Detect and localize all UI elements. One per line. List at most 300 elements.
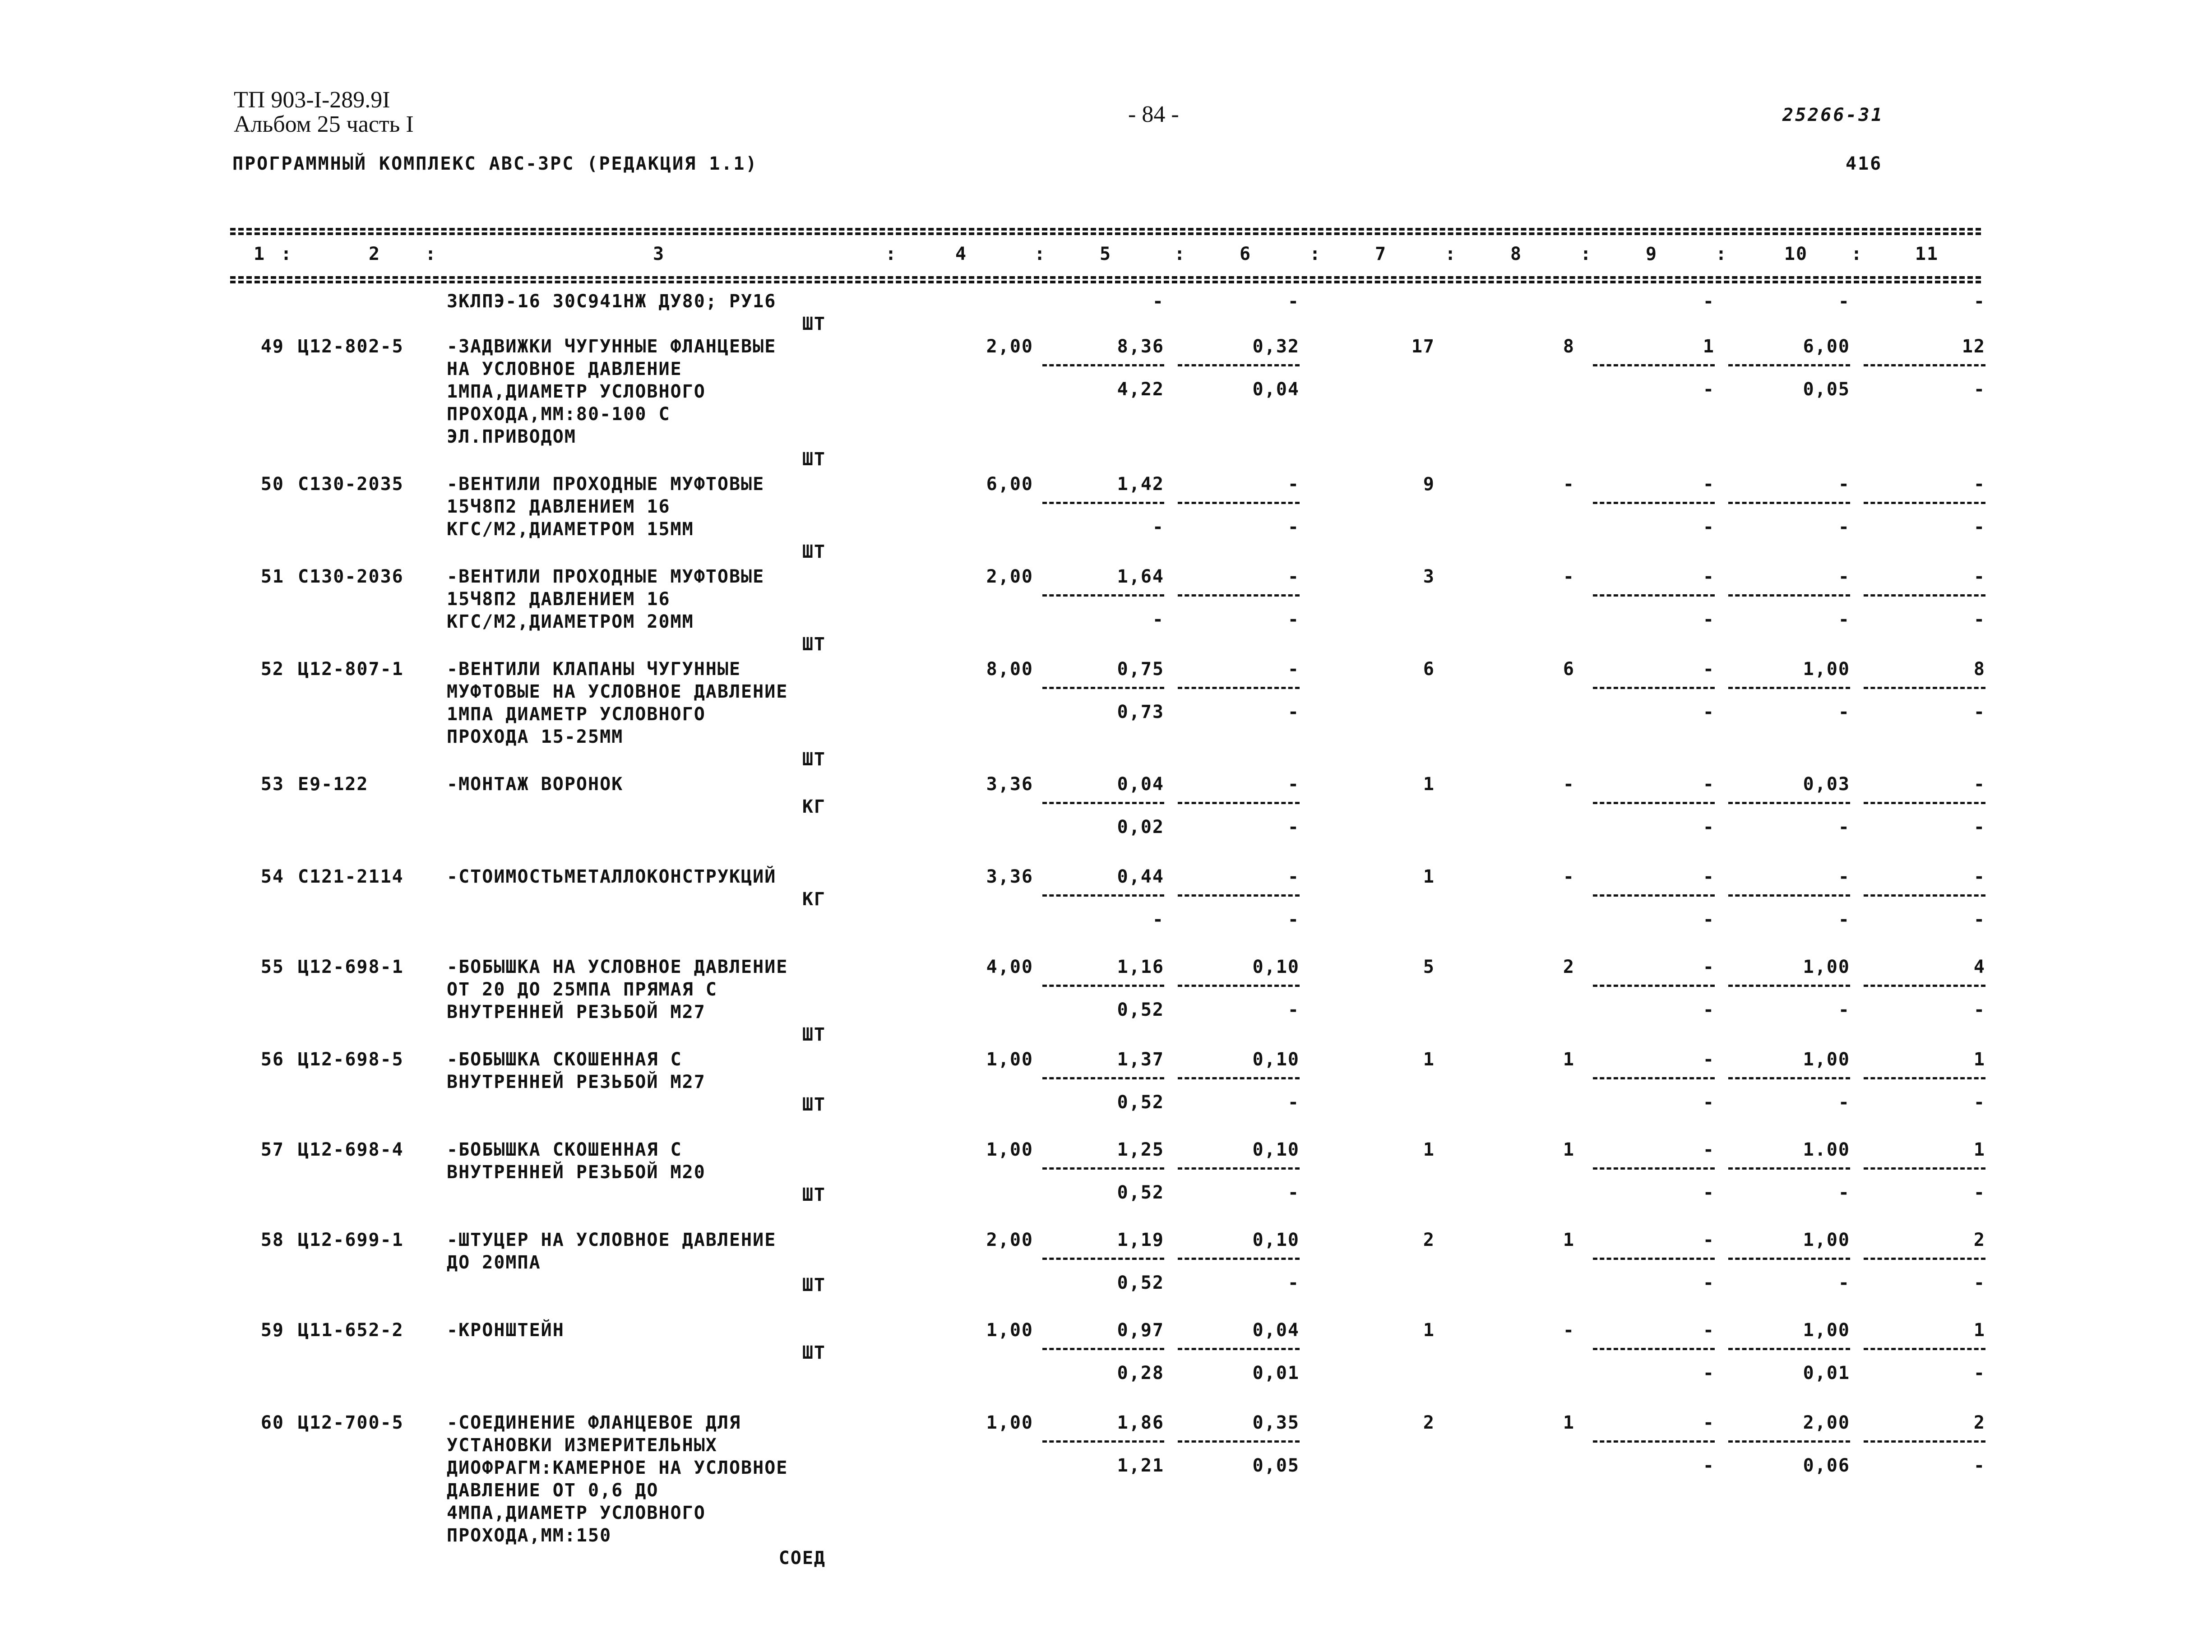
row-c5-divider bbox=[1042, 985, 1164, 987]
column-separator: : bbox=[280, 244, 293, 264]
row-c8: - bbox=[1563, 774, 1575, 795]
row-c11-divider bbox=[1864, 894, 1985, 897]
row-c5b: 0,52 bbox=[1117, 1092, 1164, 1113]
row-c9: - bbox=[1703, 774, 1715, 795]
row-description-line: УСТАНОВКИ ИЗМЕРИТЕЛЬНЫХ bbox=[447, 1435, 717, 1456]
row-c4: 3,36 bbox=[986, 866, 1033, 887]
row-c6-divider bbox=[1178, 364, 1300, 366]
row-c10-divider bbox=[1728, 894, 1850, 897]
row-c9: - bbox=[1703, 1049, 1715, 1070]
row-c9: - bbox=[1703, 957, 1715, 977]
column-separator: : bbox=[1851, 244, 1863, 264]
table-rule-top-2 bbox=[230, 232, 1981, 235]
row-c5: 1,37 bbox=[1117, 1049, 1164, 1070]
column-header-6: 6 bbox=[1239, 244, 1252, 264]
row-c10-divider bbox=[1728, 1167, 1850, 1170]
row-c5b: - bbox=[1152, 609, 1164, 630]
row-description-line: -МОНТАЖ ВОРОНОК bbox=[447, 774, 624, 795]
row-unit: ШТ bbox=[802, 1094, 826, 1115]
row-c5-divider bbox=[1042, 594, 1164, 597]
row-c5: 1,25 bbox=[1117, 1139, 1164, 1160]
row-c5: 0,04 bbox=[1117, 774, 1164, 795]
row-unit: ШТ bbox=[802, 1275, 826, 1296]
row-c8: - bbox=[1563, 566, 1575, 587]
program-title: ПРОГРАММНЫЙ КОМПЛЕКС АВС-3РС (РЕДАКЦИЯ 1.1) bbox=[232, 153, 758, 174]
row-c7: 1 bbox=[1423, 774, 1435, 795]
document-number: 25266-31 bbox=[1782, 105, 1884, 125]
row-c5b: 0,52 bbox=[1117, 1000, 1164, 1020]
row-description-line: ВНУТРЕННЕЙ РЕЗЬБОЙ М20 bbox=[447, 1162, 706, 1183]
row-c11b: - bbox=[1973, 1455, 1985, 1476]
row-c9b: - bbox=[1703, 1000, 1715, 1020]
row-c10: 0,03 bbox=[1803, 774, 1850, 795]
row-c11-divider bbox=[1864, 1440, 1985, 1443]
row-c10b: 0,05 bbox=[1803, 379, 1850, 400]
column-header-10: 10 bbox=[1784, 244, 1808, 264]
carry-c6: - bbox=[1287, 291, 1300, 312]
row-c6: 0,10 bbox=[1252, 957, 1300, 977]
row-unit: КГ bbox=[802, 889, 826, 910]
row-description-line: -БОБЫШКА СКОШЕННАЯ С bbox=[447, 1049, 682, 1070]
row-c9: - bbox=[1703, 1412, 1715, 1433]
row-c8: 1 bbox=[1563, 1049, 1575, 1070]
row-c6b: - bbox=[1287, 517, 1300, 537]
row-c5: 1,86 bbox=[1117, 1412, 1164, 1433]
row-c4: 2,00 bbox=[986, 566, 1033, 587]
row-c11b: - bbox=[1973, 517, 1985, 537]
row-c11-divider bbox=[1864, 1077, 1985, 1079]
row-unit: КГ bbox=[802, 796, 826, 817]
row-description-line: ПРОХОДА 15-25ММ bbox=[447, 727, 624, 747]
row-c11: - bbox=[1973, 774, 1985, 795]
row-c6b: - bbox=[1287, 1000, 1300, 1020]
row-c9: 1 bbox=[1703, 336, 1715, 357]
column-header-1: 1 bbox=[253, 244, 266, 264]
row-c10: 1,00 bbox=[1803, 1320, 1850, 1341]
row-number: 58 bbox=[260, 1230, 284, 1250]
row-c10: 1,00 bbox=[1803, 1230, 1850, 1250]
row-unit: ШТ bbox=[802, 1024, 826, 1045]
project-code: ТП 903-I-289.9I bbox=[234, 87, 390, 113]
row-description-line: 15Ч8П2 ДАВЛЕНИЕМ 16 bbox=[447, 496, 671, 517]
row-c10: 1.00 bbox=[1803, 1139, 1850, 1160]
row-c6b: - bbox=[1287, 1182, 1300, 1203]
row-c5: 0,97 bbox=[1117, 1320, 1164, 1341]
row-c10: - bbox=[1838, 474, 1850, 495]
row-c10b: 0,06 bbox=[1803, 1455, 1850, 1476]
row-code: С121-2114 bbox=[298, 866, 404, 887]
row-c10-divider bbox=[1728, 1348, 1850, 1350]
column-header-8: 8 bbox=[1510, 244, 1522, 264]
row-c10b: - bbox=[1838, 1092, 1850, 1113]
row-c11b: - bbox=[1973, 1000, 1985, 1020]
row-c10b: 0,01 bbox=[1803, 1363, 1850, 1384]
row-c9-divider bbox=[1593, 1258, 1715, 1260]
row-c11: 12 bbox=[1962, 336, 1985, 357]
row-c5b: 1,21 bbox=[1117, 1455, 1164, 1476]
row-c11-divider bbox=[1864, 594, 1985, 597]
column-separator: : bbox=[1444, 244, 1457, 264]
row-c11-divider bbox=[1864, 802, 1985, 804]
row-c7: 1 bbox=[1423, 1049, 1435, 1070]
row-c5: 0,75 bbox=[1117, 659, 1164, 680]
column-separator: : bbox=[425, 244, 437, 264]
row-description-line: -ЗАДВИЖКИ ЧУГУННЫЕ ФЛАНЦЕВЫЕ bbox=[447, 336, 777, 357]
row-number: 49 bbox=[260, 336, 284, 357]
column-separator: : bbox=[885, 244, 898, 264]
row-c10b: - bbox=[1838, 1273, 1850, 1293]
row-c9b: - bbox=[1703, 702, 1715, 722]
row-description-line: ДИОФРАГМ:КАМЕРНОЕ НА УСЛОВНОЕ bbox=[447, 1458, 788, 1478]
row-code: С130-2036 bbox=[298, 566, 404, 587]
row-description-line: -СОЕДИНЕНИЕ ФЛАНЦЕВОЕ ДЛЯ bbox=[447, 1412, 741, 1433]
row-c9b: - bbox=[1703, 379, 1715, 400]
album-title: Альбом 25 часть I bbox=[234, 111, 414, 137]
row-code: Ц12-699-1 bbox=[298, 1230, 404, 1250]
row-number: 53 bbox=[260, 774, 284, 795]
row-c10-divider bbox=[1728, 364, 1850, 366]
row-c10: - bbox=[1838, 566, 1850, 587]
row-c10b: - bbox=[1838, 817, 1850, 838]
row-c10: 6,00 bbox=[1803, 336, 1850, 357]
row-c10-divider bbox=[1728, 1258, 1850, 1260]
row-c4: 1,00 bbox=[986, 1320, 1033, 1341]
row-number: 60 bbox=[260, 1412, 284, 1433]
row-c4: 4,00 bbox=[986, 957, 1033, 977]
row-c4: 6,00 bbox=[986, 474, 1033, 495]
row-c11b: - bbox=[1973, 1363, 1985, 1384]
row-description-line: -СТОИМОСТЬМЕТАЛЛОКОНСТРУКЦИЙ bbox=[447, 866, 777, 887]
row-c11b: - bbox=[1973, 817, 1985, 838]
row-c9: - bbox=[1703, 1320, 1715, 1341]
row-description-line: -КРОНШТЕЙН bbox=[447, 1320, 565, 1341]
row-code: Ц12-802-5 bbox=[298, 336, 404, 357]
row-c9b: - bbox=[1703, 1273, 1715, 1293]
row-c6: - bbox=[1287, 659, 1300, 680]
row-c9: - bbox=[1703, 659, 1715, 680]
row-c9: - bbox=[1703, 1139, 1715, 1160]
row-description-line: НА УСЛОВНОЕ ДАВЛЕНИЕ bbox=[447, 359, 682, 379]
row-c5-divider bbox=[1042, 502, 1164, 504]
row-code: Е9-122 bbox=[298, 774, 369, 795]
row-c10-divider bbox=[1728, 1077, 1850, 1079]
row-c6b: - bbox=[1287, 1092, 1300, 1113]
row-c9-divider bbox=[1593, 802, 1715, 804]
carry-c11: - bbox=[1973, 291, 1985, 312]
row-c11-divider bbox=[1864, 1167, 1985, 1170]
row-c5b: 0,28 bbox=[1117, 1363, 1164, 1384]
row-c10-divider bbox=[1728, 594, 1850, 597]
row-c10b: - bbox=[1838, 517, 1850, 537]
row-c10-divider bbox=[1728, 1440, 1850, 1443]
row-code: Ц12-698-4 bbox=[298, 1139, 404, 1160]
row-c11: 8 bbox=[1973, 659, 1985, 680]
row-c8: 1 bbox=[1563, 1230, 1575, 1250]
row-c9b: - bbox=[1703, 909, 1715, 930]
row-c8: 1 bbox=[1563, 1139, 1575, 1160]
row-c6: 0,32 bbox=[1252, 336, 1300, 357]
row-c5: 1,64 bbox=[1117, 566, 1164, 587]
row-c6b: - bbox=[1287, 1273, 1300, 1293]
row-c9b: - bbox=[1703, 609, 1715, 630]
carry-c10: - bbox=[1838, 291, 1850, 312]
row-c9b: - bbox=[1703, 1182, 1715, 1203]
row-description-line: 1МПА ДИАМЕТР УСЛОВНОГО bbox=[447, 704, 706, 725]
row-description-line: ОТ 20 ДО 25МПА ПРЯМАЯ С bbox=[447, 979, 717, 1000]
row-c10-divider bbox=[1728, 985, 1850, 987]
table-rule-header-bottom-2 bbox=[230, 281, 1981, 283]
row-number: 56 bbox=[260, 1049, 284, 1070]
row-c6-divider bbox=[1178, 1440, 1300, 1443]
column-header-7: 7 bbox=[1374, 244, 1387, 264]
row-code: Ц12-700-5 bbox=[298, 1412, 404, 1433]
row-description-line: ДО 20МПА bbox=[447, 1252, 541, 1273]
row-number: 54 bbox=[260, 866, 284, 887]
row-c11: - bbox=[1973, 866, 1985, 887]
row-c11-divider bbox=[1864, 985, 1985, 987]
row-c9: - bbox=[1703, 866, 1715, 887]
row-c11-divider bbox=[1864, 502, 1985, 504]
row-c7: 6 bbox=[1423, 659, 1435, 680]
row-c9b: - bbox=[1703, 1363, 1715, 1384]
row-c5b: - bbox=[1152, 909, 1164, 930]
row-description-line: МУФТОВЫЕ НА УСЛОВНОЕ ДАВЛЕНИЕ bbox=[447, 681, 788, 702]
carry-c9: - bbox=[1703, 291, 1715, 312]
row-c4: 2,00 bbox=[986, 1230, 1033, 1250]
row-c7: 17 bbox=[1411, 336, 1435, 357]
row-c8: 2 bbox=[1563, 957, 1575, 977]
row-c7: 9 bbox=[1423, 474, 1435, 495]
row-c5b: - bbox=[1152, 517, 1164, 537]
column-separator: : bbox=[1580, 244, 1592, 264]
row-c6: - bbox=[1287, 866, 1300, 887]
row-c6-divider bbox=[1178, 985, 1300, 987]
row-c5-divider bbox=[1042, 687, 1164, 689]
page-number: - 84 - bbox=[1128, 102, 1179, 127]
row-description-line: КГС/М2,ДИАМЕТРОМ 20ММ bbox=[447, 611, 694, 632]
row-unit: ШТ bbox=[802, 1342, 826, 1363]
column-separator: : bbox=[1309, 244, 1322, 264]
row-c7: 2 bbox=[1423, 1412, 1435, 1433]
row-c9-divider bbox=[1593, 1167, 1715, 1170]
row-number: 55 bbox=[260, 957, 284, 977]
column-separator: : bbox=[1715, 244, 1728, 264]
row-c4: 1,00 bbox=[986, 1412, 1033, 1433]
row-c7: 2 bbox=[1423, 1230, 1435, 1250]
column-header-2: 2 bbox=[368, 244, 381, 264]
table-rule-top bbox=[230, 228, 1981, 231]
row-c6-divider bbox=[1178, 802, 1300, 804]
row-c6-divider bbox=[1178, 502, 1300, 504]
row-c11b: - bbox=[1973, 1273, 1985, 1293]
row-c6b: - bbox=[1287, 702, 1300, 722]
row-c5-divider bbox=[1042, 1167, 1164, 1170]
row-c11: 1 bbox=[1973, 1049, 1985, 1070]
row-c10: 1,00 bbox=[1803, 1049, 1850, 1070]
row-description-line: 15Ч8П2 ДАВЛЕНИЕМ 16 bbox=[447, 589, 671, 610]
carry-description: 3КЛПЭ-16 30С941НЖ ДУ80; РУ16 bbox=[447, 291, 777, 312]
row-c10b: - bbox=[1838, 909, 1850, 930]
row-c10-divider bbox=[1728, 687, 1850, 689]
row-c4: 1,00 bbox=[986, 1049, 1033, 1070]
column-separator: : bbox=[1034, 244, 1046, 264]
row-description-line: -БОБЫШКА СКОШЕННАЯ С bbox=[447, 1139, 682, 1160]
row-c4: 1,00 bbox=[986, 1139, 1033, 1160]
row-c6-divider bbox=[1178, 1348, 1300, 1350]
row-c7: 3 bbox=[1423, 566, 1435, 587]
row-c5: 1,16 bbox=[1117, 957, 1164, 977]
row-c6: - bbox=[1287, 566, 1300, 587]
row-c8: 1 bbox=[1563, 1412, 1575, 1433]
row-c10: 1,00 bbox=[1803, 659, 1850, 680]
row-c5-divider bbox=[1042, 1440, 1164, 1443]
row-c11b: - bbox=[1973, 909, 1985, 930]
row-code: Ц12-698-5 bbox=[298, 1049, 404, 1070]
row-unit: ШТ bbox=[802, 749, 826, 770]
row-c8: 8 bbox=[1563, 336, 1575, 357]
row-c11: 2 bbox=[1973, 1412, 1985, 1433]
row-description-line: ПРОХОДА,ММ:80-100 С bbox=[447, 404, 671, 425]
row-c10: 2,00 bbox=[1803, 1412, 1850, 1433]
row-number: 51 bbox=[260, 566, 284, 587]
row-unit: ШТ bbox=[802, 449, 826, 470]
row-c9b: - bbox=[1703, 1455, 1715, 1476]
row-c11-divider bbox=[1864, 1258, 1985, 1260]
column-header-3: 3 bbox=[652, 244, 665, 264]
row-c5b: 0,52 bbox=[1117, 1273, 1164, 1293]
row-c10b: - bbox=[1838, 1000, 1850, 1020]
row-c8: - bbox=[1563, 866, 1575, 887]
row-description-line: 4МПА,ДИАМЕТР УСЛОВНОГО bbox=[447, 1503, 706, 1523]
row-c6b: - bbox=[1287, 817, 1300, 838]
table-rule-header-bottom bbox=[230, 276, 1981, 279]
row-description-line: -ВЕНТИЛИ ПРОХОДНЫЕ МУФТОВЫЕ bbox=[447, 566, 765, 587]
column-header-9: 9 bbox=[1645, 244, 1658, 264]
row-c9-divider bbox=[1593, 502, 1715, 504]
row-c10-divider bbox=[1728, 802, 1850, 804]
row-c9-divider bbox=[1593, 687, 1715, 689]
row-c11b: - bbox=[1973, 609, 1985, 630]
row-c11b: - bbox=[1973, 702, 1985, 722]
row-c9b: - bbox=[1703, 1092, 1715, 1113]
column-header-5: 5 bbox=[1099, 244, 1112, 264]
row-c9: - bbox=[1703, 1230, 1715, 1250]
row-c11: - bbox=[1973, 566, 1985, 587]
row-description-line: -ВЕНТИЛИ ПРОХОДНЫЕ МУФТОВЫЕ bbox=[447, 474, 765, 495]
row-description-line: -ВЕНТИЛИ КЛАПАНЫ ЧУГУННЫЕ bbox=[447, 659, 741, 680]
row-c4: 3,36 bbox=[986, 774, 1033, 795]
row-c11-divider bbox=[1864, 687, 1985, 689]
row-c6-divider bbox=[1178, 687, 1300, 689]
row-c5-divider bbox=[1042, 802, 1164, 804]
carry-unit: ШТ bbox=[802, 314, 826, 334]
row-code: Ц11-652-2 bbox=[298, 1320, 404, 1341]
row-c5b: 0,73 bbox=[1117, 702, 1164, 722]
row-c8: - bbox=[1563, 1320, 1575, 1341]
row-unit: СОЕД bbox=[778, 1548, 826, 1569]
row-c4: 2,00 bbox=[986, 336, 1033, 357]
row-c11: 2 bbox=[1973, 1230, 1985, 1250]
row-c7: 1 bbox=[1423, 1320, 1435, 1341]
row-description-line: ВНУТРЕННЕЙ РЕЗЬБОЙ М27 bbox=[447, 1072, 706, 1092]
carry-c5: - bbox=[1152, 291, 1164, 312]
row-c5b: 4,22 bbox=[1117, 379, 1164, 400]
row-c6b: - bbox=[1287, 609, 1300, 630]
row-c6: - bbox=[1287, 774, 1300, 795]
row-c7: 1 bbox=[1423, 1139, 1435, 1160]
row-description-line: ДАВЛЕНИЕ ОТ 0,6 ДО bbox=[447, 1480, 659, 1501]
row-c9-divider bbox=[1593, 894, 1715, 897]
row-c6: 0,35 bbox=[1252, 1412, 1300, 1433]
row-c6b: 0,05 bbox=[1252, 1455, 1300, 1476]
row-c8: 6 bbox=[1563, 659, 1575, 680]
row-c5-divider bbox=[1042, 1258, 1164, 1260]
row-c7: 1 bbox=[1423, 866, 1435, 887]
row-c5-divider bbox=[1042, 1348, 1164, 1350]
row-c5b: 0,02 bbox=[1117, 817, 1164, 838]
row-description-line: -БОБЫШКА НА УСЛОВНОЕ ДАВЛЕНИЕ bbox=[447, 957, 788, 977]
row-c9-divider bbox=[1593, 594, 1715, 597]
row-c10-divider bbox=[1728, 502, 1850, 504]
row-c9b: - bbox=[1703, 517, 1715, 537]
row-c11-divider bbox=[1864, 364, 1985, 366]
row-c5: 1,19 bbox=[1117, 1230, 1164, 1250]
row-c6-divider bbox=[1178, 1077, 1300, 1079]
row-c5: 0,44 bbox=[1117, 866, 1164, 887]
row-c11: 1 bbox=[1973, 1320, 1985, 1341]
row-c10b: - bbox=[1838, 609, 1850, 630]
row-c6-divider bbox=[1178, 594, 1300, 597]
sheet-number: 416 bbox=[1846, 153, 1883, 174]
row-c6: 0,10 bbox=[1252, 1049, 1300, 1070]
column-header-11: 11 bbox=[1915, 244, 1939, 264]
row-c9-divider bbox=[1593, 1440, 1715, 1443]
row-c6-divider bbox=[1178, 1167, 1300, 1170]
row-c6-divider bbox=[1178, 894, 1300, 897]
row-code: Ц12-807-1 bbox=[298, 659, 404, 680]
row-c9b: - bbox=[1703, 817, 1715, 838]
row-c6-divider bbox=[1178, 1258, 1300, 1260]
row-c11b: - bbox=[1973, 1092, 1985, 1113]
row-c9-divider bbox=[1593, 985, 1715, 987]
row-c9: - bbox=[1703, 566, 1715, 587]
row-code: С130-2035 bbox=[298, 474, 404, 495]
row-code: Ц12-698-1 bbox=[298, 957, 404, 977]
row-c5-divider bbox=[1042, 364, 1164, 366]
row-c6: 0,10 bbox=[1252, 1139, 1300, 1160]
row-c11b: - bbox=[1973, 1182, 1985, 1203]
row-c6b: 0,01 bbox=[1252, 1363, 1300, 1384]
row-c10: - bbox=[1838, 866, 1850, 887]
row-c5-divider bbox=[1042, 1077, 1164, 1079]
row-c6: 0,10 bbox=[1252, 1230, 1300, 1250]
row-unit: ШТ bbox=[802, 541, 826, 562]
row-c11: - bbox=[1973, 474, 1985, 495]
row-c6: - bbox=[1287, 474, 1300, 495]
row-c11-divider bbox=[1864, 1348, 1985, 1350]
row-number: 52 bbox=[260, 659, 284, 680]
row-unit: ШТ bbox=[802, 1185, 826, 1205]
row-c10b: - bbox=[1838, 1182, 1850, 1203]
row-c9-divider bbox=[1593, 364, 1715, 366]
row-c6b: - bbox=[1287, 909, 1300, 930]
row-c11: 1 bbox=[1973, 1139, 1985, 1160]
row-c5: 1,42 bbox=[1117, 474, 1164, 495]
row-description-line: 1МПА,ДИАМЕТР УСЛОВНОГО bbox=[447, 381, 706, 402]
row-description-line: -ШТУЦЕР НА УСЛОВНОЕ ДАВЛЕНИЕ bbox=[447, 1230, 777, 1250]
row-description-line: ВНУТРЕННЕЙ РЕЗЬБОЙ М27 bbox=[447, 1002, 706, 1023]
row-description-line: ЭЛ.ПРИВОДОМ bbox=[447, 426, 576, 447]
